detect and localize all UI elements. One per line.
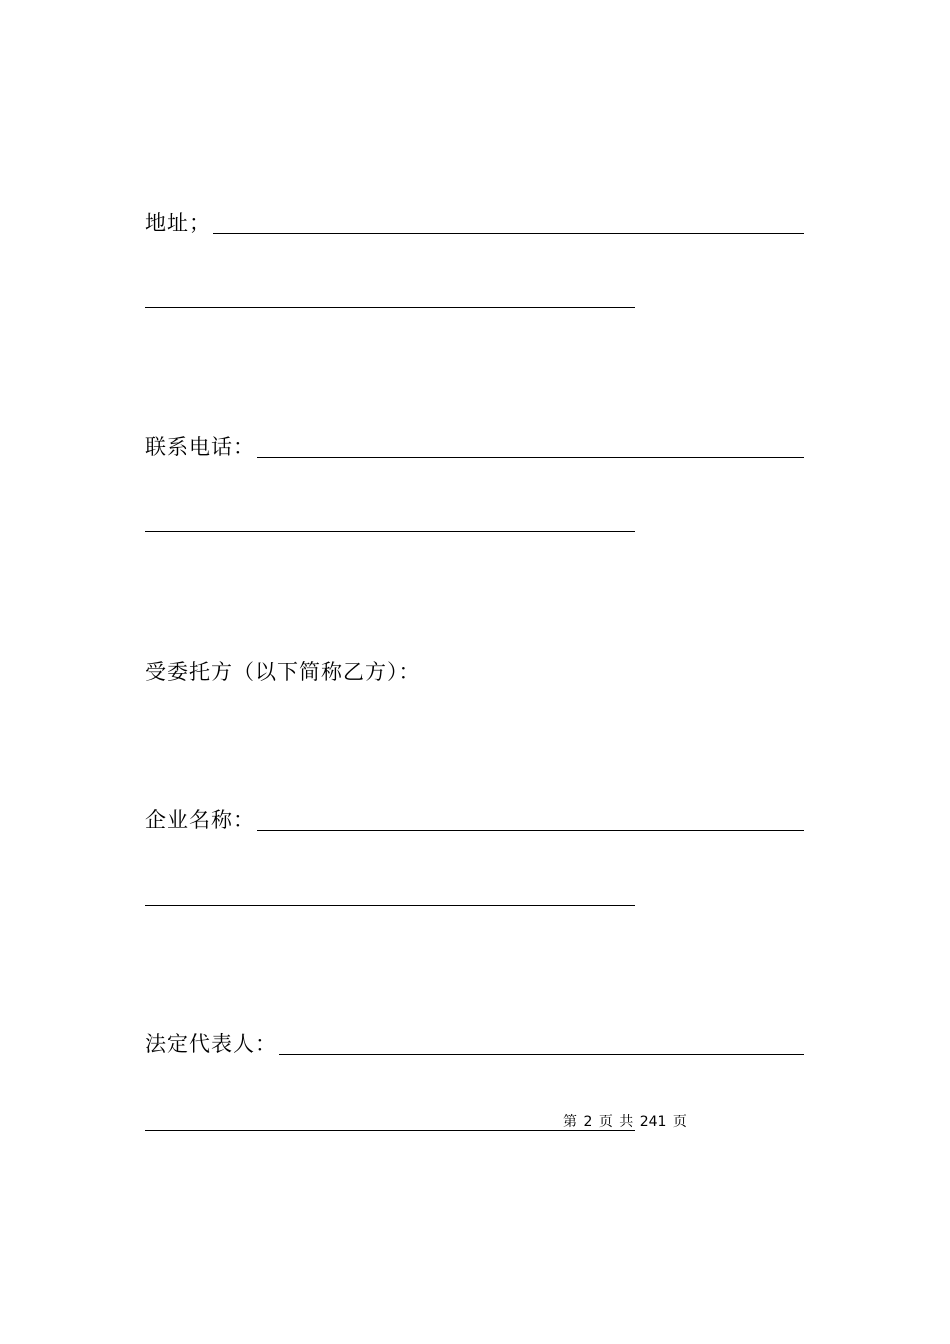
footer-prefix: 第 [563,1114,577,1130]
address-input-line[interactable] [213,233,804,234]
footer-total-pages: 241 [639,1114,667,1130]
phone-input-line[interactable] [257,457,804,458]
phone-field-row [145,435,804,459]
phone-label: 联系电话： [145,435,255,459]
legal-rep-field-row [145,1032,804,1056]
address-label: 地址； [145,211,211,235]
company-name-label: 企业名称： [145,808,255,832]
legal-rep-label: 法定代表人： [145,1032,277,1056]
address-continuation-line[interactable] [145,307,635,308]
footer-suffix: 页 [672,1114,687,1130]
footer-current-page: 2 [583,1114,593,1130]
legal-rep-input-line[interactable] [279,1054,804,1055]
page-number-footer [563,1113,687,1131]
phone-continuation-line[interactable] [145,531,635,532]
legal-rep-continuation-line[interactable] [145,1130,635,1131]
footer-mid: 页 共 [598,1114,634,1130]
company-name-field-row [145,808,804,832]
party-b-heading: 受委托方（以下简称乙方）： [145,660,421,684]
company-name-continuation-line[interactable] [145,905,635,906]
address-field-row [145,211,804,235]
company-name-input-line[interactable] [257,830,804,831]
